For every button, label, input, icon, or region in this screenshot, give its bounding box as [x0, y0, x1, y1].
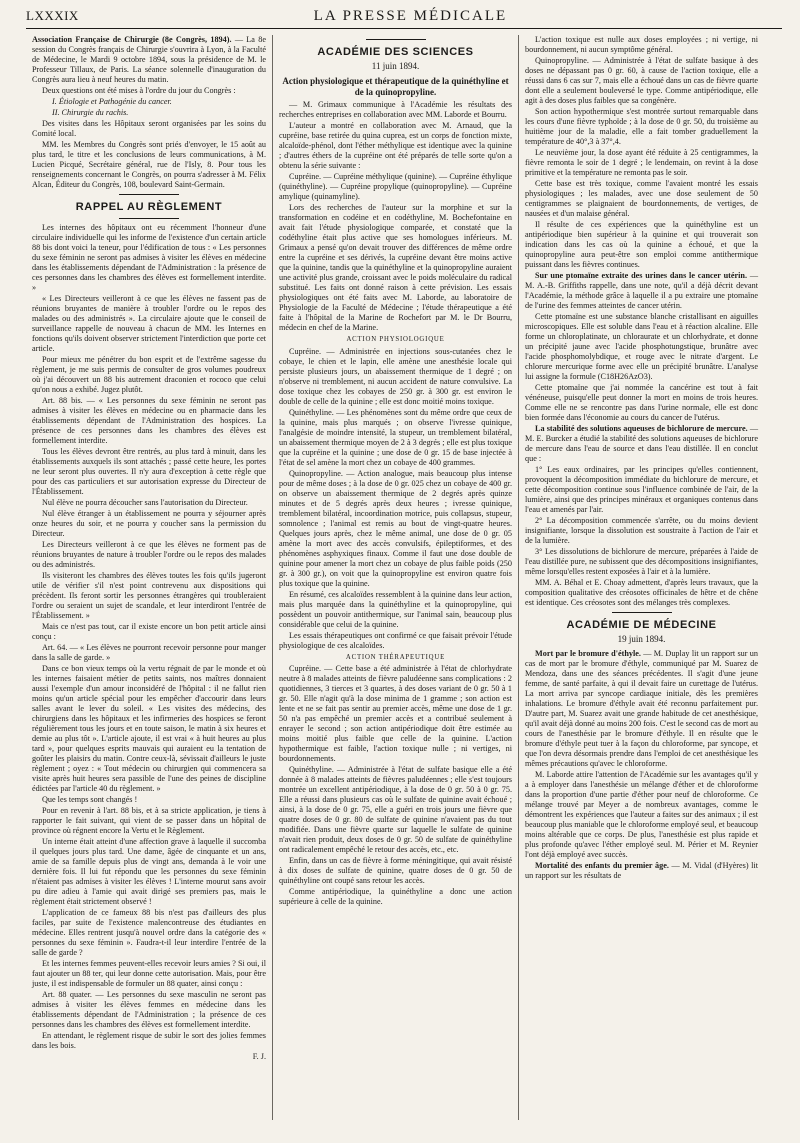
- ptomaine-article-title: Sur une ptomaïne extraite des urines dans le cancer utérin.: [535, 271, 748, 280]
- rappel-paragraph-7: Nul élève étranger à un établissement ne pourra y séjourner après onze heures du soir, et ne pourra y coucher sans la permission du Directeur.: [32, 509, 266, 539]
- action-physiologique-heading: ACTION PHYSIOLOGIQUE: [346, 336, 445, 344]
- signature: F. J.: [252, 1052, 266, 1062]
- rappel-paragraph-19: En attendant, le règlement risque de subir le sort des jolies femmes dans les bois.: [32, 1031, 266, 1051]
- mortalite-paragraph-1: [525, 861, 758, 881]
- academie-sciences-date: 11 juin 1894.: [371, 61, 420, 72]
- section-divider: [119, 218, 179, 219]
- assoc-question-1: I. Étiologie et Pathogénie du cancer.: [52, 97, 172, 106]
- text-columns: [26, 35, 782, 1120]
- bromure-paragraph-2: M. Laborde attire l'attention de l'Académie sur les avantages qu'il y a à employer dans l'anesthésie un mélange d'éther et de chloroforme dans la proportion d'une partie d'éther pour neuf de chloroforme. Ce mélange trouvé par Meyer a de nombreux avantages, comme le démontrent les expériences que l'auteur a faites sur des animaux ; il est beaucoup plus maniable que le chloroforme employé seul, et beaucoup moins altérable que ce corps. De plus, l'anesthésie est plus rapide et plus profonde qu'avec l'éther employé seul. M. Périer et M. Reynier l'ont déjà employé avec succès.: [525, 770, 758, 860]
- ptomaine-text-1: — M. A.-B. Griffiths rappelle, dans une note, qu'il a déjà décrit devant l'Académie, la méthode grâce à laquelle il a pu extraire une ptomaïne de l'urine des femmes atteintes de cancer utérin.: [525, 271, 758, 310]
- bichlorure-text-1: — M. E. Burcker a étudié la stabilité des solutions aqueuses de bichlorure de mercure dans l'eau de source et dans l'eau distillée. Il en conclut que :: [525, 424, 759, 463]
- assoc-title: Association Française de Chirurgie (8e Congrès, 1894).: [32, 35, 232, 44]
- column-right: [518, 35, 764, 1120]
- sciences-paragraph-2: L'auteur a montré en collaboration avec M. Arnaud, que la cupréine, base retirée du quina cuprea, est un corps de fonction mixte, alcaloïde-phénol, dont l'éther méthylique est identique avec la quinine ; d'autres éthers de la cupréine ont été préparés de telle sorte qu'on a obtenu la série suivante :: [279, 121, 512, 171]
- sciences-paragraph-7: Quinopropyline. — Action analogue, mais beaucoup plus intense pour de même doses ; à la dose de 0 gr. 025 chez un cobaye de 400 gr. on observe un abaissement thermique de 2 degrés après quinze minutes et de 5 degrés après deux heures ; ivresse quinique, tremblement bilatéral, incoordination motrice, puis collapsus, stupeur, somnolence ; l'animal est remis au bout de vingt-quatre heures. Quelques jours après, chez le même animal, une dose de 0 gr. 05 amène la mort avec des accès convulsifs, épileptiformes, et des phénomènes asphyxiques finaux. Comme il faut une dose double de quinine pour amener la mort chez un cobaye de plus faible poids (250 gr. à 300 gr.), on voit que la quinopropyline est environ quatre fois plus toxique que la quinine.: [279, 468, 512, 588]
- mortalite-text-1: — M. Vidal (d'Hyères) lit un rapport sur les résultats de: [525, 861, 758, 881]
- rappel-paragraph-11: Art. 64. — « Les élèves ne pourront recevoir personne pour manger dans la salle de garde. »: [32, 643, 266, 663]
- rappel-paragraph-16: L'application de ce fameux 88 bis n'est pas d'ailleurs des plus faciles, par suite de l'existence malencontreuse des étudiantes en médecine. Elles rentrent jusqu'à nouvel ordre dans la catégorie des « personnes du sexe féminin ». Faudra-t-il leur interdire l'entrée de la salle de garde ?: [32, 908, 266, 958]
- sciences-paragraph-6: Quinéthyline. — Les phénomènes sont du même ordre que ceux de la quinine, mais plus marqués ; on observe l'ivresse quinique, l'analgésie de moindre intensité, la stupeur, un tremblement bilatéral, un abaissement thermique moyen de 2 à 3 degrés ; elle est plus toxique que la cupréine et la quinine ; une dose de 0 gr. 15 de base injectée à l'état de sel amène la mort chez un cobaye de 400 grammes.: [279, 407, 512, 467]
- section-divider: [612, 612, 672, 613]
- sciences-paragraph-8: En résumé, ces alcaloïdes ressemblent à la quinine dans leur action, mais plus marquée dans la quinéthyline et la quinopropyline, qui possèdent un pouvoir antithermique, sur l'animal sain, beaucoup plus considérable que celui de la quinine.: [279, 589, 512, 629]
- sciences-paragraph-4: Lors des recherches de l'auteur sur la morphine et sur la transformation en codéine et en codéthyline, M. Bochefontaine en avait fait l'étude physiologique comparée, et constaté que la codéthyline était plus active que ses homologues inférieurs. M. Grimaux a pensé qu'on devait trouver des différences de même ordre entre la cupréine et ses dérivés, la cupréine devant être moins active que la quinine, tandis que la quinéthyline et la quinopropyline auraient une activité plus grande, croissant avec le poids moléculaire du radical substitué. Les faits ont donné raison à cette prévision. Les essais physiologiques ont été faits avec M. Laborde, au laboratoire de Physiologie de la Faculté de Médecine ; l'étude thérapeutique a été faite à l'hôpital de la Marine de Rochefort par M. le Dr Bourru, médecin en chef de la Marine.: [279, 203, 512, 333]
- rappel-title: RAPPEL AU RÈGLEMENT: [75, 201, 223, 213]
- action-therapeutique-heading: ACTION THÉRAPEUTIQUE: [345, 653, 446, 661]
- academie-medecine-date: 19 juin 1894.: [617, 634, 666, 645]
- section-divider: [119, 194, 179, 195]
- rappel-paragraph-15: Un interne était atteint d'une affection grave à laquelle il succomba il quelques jours plus tard. Une dame, âgée de cinquante et un ans, amie de sa famille depuis plus de vingt ans, demanda à le voir une dernière fois. Il lui fut répondu que les personnes du sexe féminin n'étaient pas admises à visiter les élèves ! L'interne mourut sans avoir pu dire adieu à l'amie qui avait dirigé ses premiers pas, mais le règlement était strictement observé !: [32, 837, 266, 907]
- rappel-paragraph-2: « Les Directeurs veilleront à ce que les élèves ne fassent pas de réunions bruyantes de manière à troubler l'ordre ou le repos des malades ou des administrés ». La circulaire ajoute que le conseil de surveillance rappelle de nouveau à chacun de MM. les Internes en fonctions qu'ils doivent observer strictement l'interdiction que porte cet article.: [32, 294, 266, 354]
- bichlorure-paragraph-1: [525, 424, 758, 464]
- journal-title: LA PRESSE MÉDICALE: [313, 8, 508, 24]
- rappel-paragraph-4: Art. 88 bis. — « Les personnes du sexe féminin ne seront pas admises à visiter les élèves en médecine ou en pharmacie dans les établissements dépendant de l'Administration des hospices. La présence de ces personnes dans les chambres des élèves est formellement interdite.: [32, 396, 266, 446]
- rappel-paragraph-8: Les Directeurs veilleront à ce que les élèves ne forment pas de réunions bruyantes de nature à troubler l'ordre ou le repos des malades ou des administrés.: [32, 540, 266, 570]
- rappel-paragraph-10: Mais ce n'est pas tout, car il existe encore un bon petit article ainsi conçu :: [32, 622, 266, 642]
- assoc-paragraph-4: MM. les Membres du Congrès sont priés d'envoyer, le 15 août au plus tard, le titre et les conclusions de leurs communications, à M. Lucien Picqué, Secrétaire général, rue de l'Isly, 8. Pour tous les renseignements concernant le Congrès, on pourra s'adresser à M. Félix Alcan, Éditeur du Congrès, 108, boulevard Saint-Germain.: [32, 140, 266, 189]
- assoc-paragraph-2: Deux questions ont été mises à l'ordre du jour du Congrès :: [42, 86, 236, 95]
- quinethyline-article-title: Action physiologique et thérapeutique de la quinéthyline et de la quinopropyline.: [282, 76, 509, 98]
- academie-medecine-title: ACADÉMIE DE MÉDECINE: [566, 619, 717, 631]
- rappel-paragraph-6: Nul élève ne pourra découcher sans l'autorisation du Directeur.: [42, 498, 248, 508]
- bichlorure-paragraph-3: 2° La décomposition commencée s'arrête, ou du moins devient insignifiante, lorsque la dissolution est soustraite à l'action de l'air et de la lumière.: [525, 516, 758, 545]
- rappel-paragraph-13: Que les temps sont changés !: [42, 795, 138, 805]
- bichlorure-article-title: La stabilité des solutions aqueuses de bichlorure de mercure.: [535, 424, 748, 433]
- ptomaine-paragraph-1: [525, 271, 758, 311]
- bichlorure-paragraph-2: 1° Les eaux ordinaires, par les principes qu'elles contiennent, provoquent la décomposition immédiate du bichlorure de mercure, et cette décomposition continue sous l'influence combinée de l'air, de la lumière, ainsi que des principes minéraux et organiques contenus dans l'eau et amenés par l'air.: [525, 465, 758, 514]
- rappel-paragraph-9: Ils visiteront les chambres des élèves toutes les fois qu'ils jugeront utile de vérifier s'il n'est point contrevenu aux dispositions qui précèdent. Ils feront sortir les personnes étrangères qui troubleraient l'ordre ou seraient un sujet de scandale, et leur interdiront l'entrée de l'Établissement. »: [32, 571, 266, 621]
- bichlorure-paragraph-4: 3° Les dissolutions de bichlorure de mercure, préparées à l'aide de l'eau distillée pure, ne subissent que des décompositions insignifiantes, même lorsqu'elles restent exposées à l'air et à la lumière.: [525, 547, 758, 576]
- sciences-paragraph-5: Cupréine. — Administrée en injections sous-cutanées chez le cobaye, le chien et le lapin, elle amène une anesthésie locale qui persiste plusieurs jours, un abaissement thermique de 1 degré ; on n'observe ni tremblement, ni aucun accident de nature convulsive. La dose toxique chez les cobayes de 250 gr. à 300 gr. est environ le double de celle de la quinine ; elle est donc moitié moins toxique.: [279, 346, 512, 406]
- col3-paragraph-5: Cette base est très toxique, comme l'avaient montré les essais physiologiques ; les malades, avec une dose seulement de 50 centigrammes se plaignaient de bourdonnements, de vertiges, de nausées et d'un malaise général.: [525, 179, 758, 218]
- col3-paragraph-3: Son action hypothermique s'est montrée surtout remarquable dans les cours d'une fièvre typhoïde ; à la dose de 0 gr. 50, du troisième au huitième jour de la maladie, elle a fait tomber graduellement la température de 40°,3 à 37°,4.: [525, 107, 758, 146]
- rappel-paragraph-12: Dans ce bon vieux temps où la vertu régnait de par le monde et où les internes faisaient métier de petits saints, nos maîtres donnaient aussi l'exemple d'un amour inconsidéré de l'hôpital : il ne fallut rien moins qu'un article spécial pour les empêcher d'accourir dans leurs salles avant le lever du soleil. « Les visites des médecins, des chirurgiens dans les hôpitaux et les infirmeries des hospices se feront régulièrement tous les jours et en toute saison, le matin à six heures et demie au plus tôt ». L'article ajoute, il est vrai « à huit heures au plus tard », pour quelques esprits mauvais qui auraient eu la tentation de goûter les plaisirs du matin. Contre ceux-là, sévissait d'ailleurs le juste règlement ; oyez : « Tout médecin ou chirurgien qui commencera sa visite après huit heures sera passible de l'une des peines de discipline édictées par l'article 40 du règlement. »: [32, 664, 266, 794]
- mortalite-article-title: Mortalité des enfants du premier âge.: [535, 861, 669, 871]
- sciences-paragraph-12: Enfin, dans un cas de fièvre à forme méningitique, qui avait résisté à dix doses de sulfate de quinine, quatre doses de 0 gr. 50 de quinéthyline ont coupé sans retour les accès.: [279, 855, 512, 885]
- assoc-question-2: II. Chirurgie du rachis.: [52, 108, 129, 117]
- sciences-paragraph-11: Quinéthyline. — Administrée à l'état de sulfate basique elle a été donnée à 8 malades atteints de fièvres paludéennes ; elle s'est toujours montrée un excellent antipériodique, à la dose de 0 gr. 50 à 0 gr. 75. Elle a réussi dans plusieurs cas où le sulfate de quinine avait échoué ; ainsi, à la dose de 0 gr. 75, elle a guéri en trois jours une fièvre que quatre doses de 0 gr. 80 de sulfate de quinine n'avaient pas du tout modifiée. Dans une fièvre quarte sur laquelle le sulfate de quinine n'avait rien produit, deux doses de 0 gr. 50 de sulfate de quinéthyline ont radicalement empêché le retour des accès, etc., etc.: [279, 764, 512, 854]
- rappel-paragraph-18: Art. 88 quater. — Les personnes du sexe masculin ne seront pas admises à visiter les élèves femmes en médecine dans les établissements dépendant de l'Administration ; la présence de ces personnes dans les chambres des élèves est formellement interdite.: [32, 990, 266, 1030]
- sciences-paragraph-1: — M. Grimaux communique à l'Académie les résultats des recherches entreprises en collaboration avec MM. Laborde et Bourru.: [279, 100, 512, 120]
- ptomaine-paragraph-3: Cette ptomaïne que j'ai nommée la cancérine est tout à fait vénéneuse, puisqu'elle peut donner la mort en moins de trois heures. Comme elle ne se rencontre pas dans l'urine normale, elle est donc bien formée dans l'économie au cours du cancer de l'utérus.: [525, 383, 758, 422]
- running-header: [26, 8, 782, 29]
- assoc-paragraph-3: Des visites dans les Hôpitaux seront organisées par les soins du Comité local.: [32, 119, 266, 138]
- newspaper-page: [26, 8, 782, 1138]
- creosote-paragraph: MM. A. Béhal et E. Choay admettent, d'après leurs travaux, que la composition qualitative des créosotes officinales de hêtre et de chêne est identique. Ces créosotes sont des mélanges très complexes.: [525, 578, 758, 607]
- sciences-paragraph-3: Cupréine. — Cupréine méthylique (quinine). — Cupréine éthylique (quinéthyline). — Cupréine propylique (quinopropyline). — Cupréine amylique (quinamyline).: [279, 172, 512, 202]
- assoc-text-1: — La 8e session du Congrès français de Chirurgie s'ouvrira à Lyon, à la Faculté de Médecine, le Mardi 9 octobre 1894, sous la présidence de M. le Professeur Tillaux, de Paris. La séance solennelle d'inauguration du Congrès aura lieu à neuf heures du matin.: [32, 35, 266, 84]
- sciences-paragraph-9: Les essais thérapeutiques ont confirmé ce que faisait prévoir l'étude physiologique de ces alcaloïdes.: [279, 630, 512, 650]
- col3-paragraph-6: Il résulte de ces expériences que la quinéthyline est un antipériodique bien supérieur à la quinine et qui trouverait son indication dans les cas où la quinine a échoué, et que la quinopropyline aura peut-être son emploi comme antithermique puissant dans les fièvres continues.: [525, 220, 758, 269]
- sciences-paragraph-10: Cupréine. — Cette base a été administrée à l'état de chlorhydrate neutre à 8 malades atteints de fièvre paludéenne sans complications : 2 quotidiennes, 3 tierces et 3 quartes, à des doses variant de 0 gr. 50 à 1 gr. 50. Elle n'agit qu'à la dose minima de 1 gramme ; son action est lente et ne se fait pas sentir au premier accès, même une dose de 1 gr. 50 n'a pas empêché un premier accès et a contribué seulement à enrayer le second ; son action antipériodique doit être estimée au moins moitié plus faible que celle de la quinine. L'action hypothermique est faible, l'action toxique nulle ; ni vertiges, ni bourdonnements.: [279, 663, 512, 763]
- section-divider: [366, 39, 426, 40]
- col3-paragraph-4: Le neuvième jour, la dose ayant été réduite à 25 centigrammes, la fièvre remonta le soir de 1 degré ; le lendemain, on revint à la dose primitive et la température ne remonta pas le soir.: [525, 148, 758, 177]
- academie-sciences-title: ACADÉMIE DES SCIENCES: [317, 46, 474, 58]
- bromure-article-title: Mort par le bromure d'éthyle.: [535, 649, 641, 659]
- sciences-paragraph-13: Comme antipériodique, la quinéthyline a donc une action supérieure à celle de la quinine.: [279, 886, 512, 906]
- ptomaine-paragraph-2: Cette ptomaïne est une substance blanche cristallisant en aiguilles microscopiques. Elle est soluble dans l'eau et à réaction alcaline. Elle forme un chloroplatinate, un chloraurate et un chlorhydrate, et donne un précipité jaune avec l'acide phosphotungstique, brunâtre avec l'acide phosphomolybdique, et rouge avec le nitrate d'argent. Le chlorure mercurique forme avec elle un précipité brunâtre. L'analyse lui assigne la formule (C18H26AzO3).: [525, 312, 758, 381]
- col3-paragraph-2: Quinopropyline. — Administrée à l'état de sulfate basique à des doses ne dépassant pas 0 gr. 60, à cause de l'action toxique, elle a réussi dans 6 cas sur 7, mais elle a échoué dans un cas de fièvre quarte dont elle a seulement bouleversé le type. Comme antipériodique, elle agit à des doses plus faibles que sa congénère.: [525, 56, 758, 105]
- rappel-paragraph-14: Pour en revenir à l'art. 88 bis, et à sa stricte application, je tiens à rapporter le fait suivant, qui vient de se passer dans un hôpital de province où régnent encore la Vertu et le Règlement.: [32, 806, 266, 836]
- assoc-paragraph-1: [32, 35, 266, 85]
- page-number: LXXXIX: [26, 8, 79, 23]
- col3-paragraph-1: L'action toxique est nulle aux doses employées ; ni vertige, ni bourdonnement, ni aucun symptôme général.: [525, 35, 758, 54]
- rappel-paragraph-5: Tous les élèves devront être rentrés, au plus tard à minuit, dans les établissements auxquels ils sont attachés ; passé cette heure, les portes ne leur seront plus ouvertes. Il n'y aura d'exception à cette règle que pour des cas particuliers et sur autorisation expresse du Directeur de l'Établissement.: [32, 447, 266, 497]
- rappel-paragraph-1: Les internes des hôpitaux ont eu récemment l'honneur d'une circulaire individuelle qui les informe de l'existence d'un certain article 88 bis dont voici la teneur, pour l'édification de tous : « Les personnes du sexe féminin ne seront pas admises à visiter les élèves en médecine dans les établissements dépendant de l'Administration : la présence de ces personnes dans les chambres des élèves est formellement interdite. »: [32, 223, 266, 293]
- bromure-text-1: — M. Duplay lit un rapport sur un cas de mort par le bromure d'éthyle, communiqué par M. Suarez de Mendoza, dans une des séances précédentes. Il s'agit d'une jeune femme, de santé parfaite, à qui il devait faire un curettage de l'utérus. La mort arriva par syncope cardiaque initiale, dès les premières inhalations. Le bromure d'éthyle avait été reconnu parfaitement pur. D'autre part, M. Suarez avait une grande habitude de cet anesthésique, qu'il avait déjà donné au moins 200 fois. C'est le second cas de mort au cours de l'anesthésie par le bromure d'éthyle. Il en résulte que le bromure d'éthyle peut tuer à la façon du chloroforme, par syncope, et que l'on devra désormais prendre dans l'emploi de cet anesthésique les mêmes précautions qu'avec le chloroforme.: [525, 649, 758, 769]
- bromure-paragraph-1: [525, 649, 758, 769]
- column-middle: [272, 35, 518, 1120]
- rappel-paragraph-3: Pour mieux me pénétrer du bon esprit et de l'extrême sagesse du règlement, je me suis permis de consulter de gros volumes poudreux où j'ai découvert un 88 bis autrement draconien et rococo que celui qu'on nous a exhibé. Jugez plutôt.: [32, 355, 266, 395]
- rappel-paragraph-17: Et les internes femmes peuvent-elles recevoir leurs amies ? Si oui, il faut ajouter un 88 ter, qui leur donne cette autorisation. Mais, pour être juste, il est indispensable de formuler un 88 quater, ainsi conçu :: [32, 959, 266, 989]
- column-left: [26, 35, 272, 1120]
